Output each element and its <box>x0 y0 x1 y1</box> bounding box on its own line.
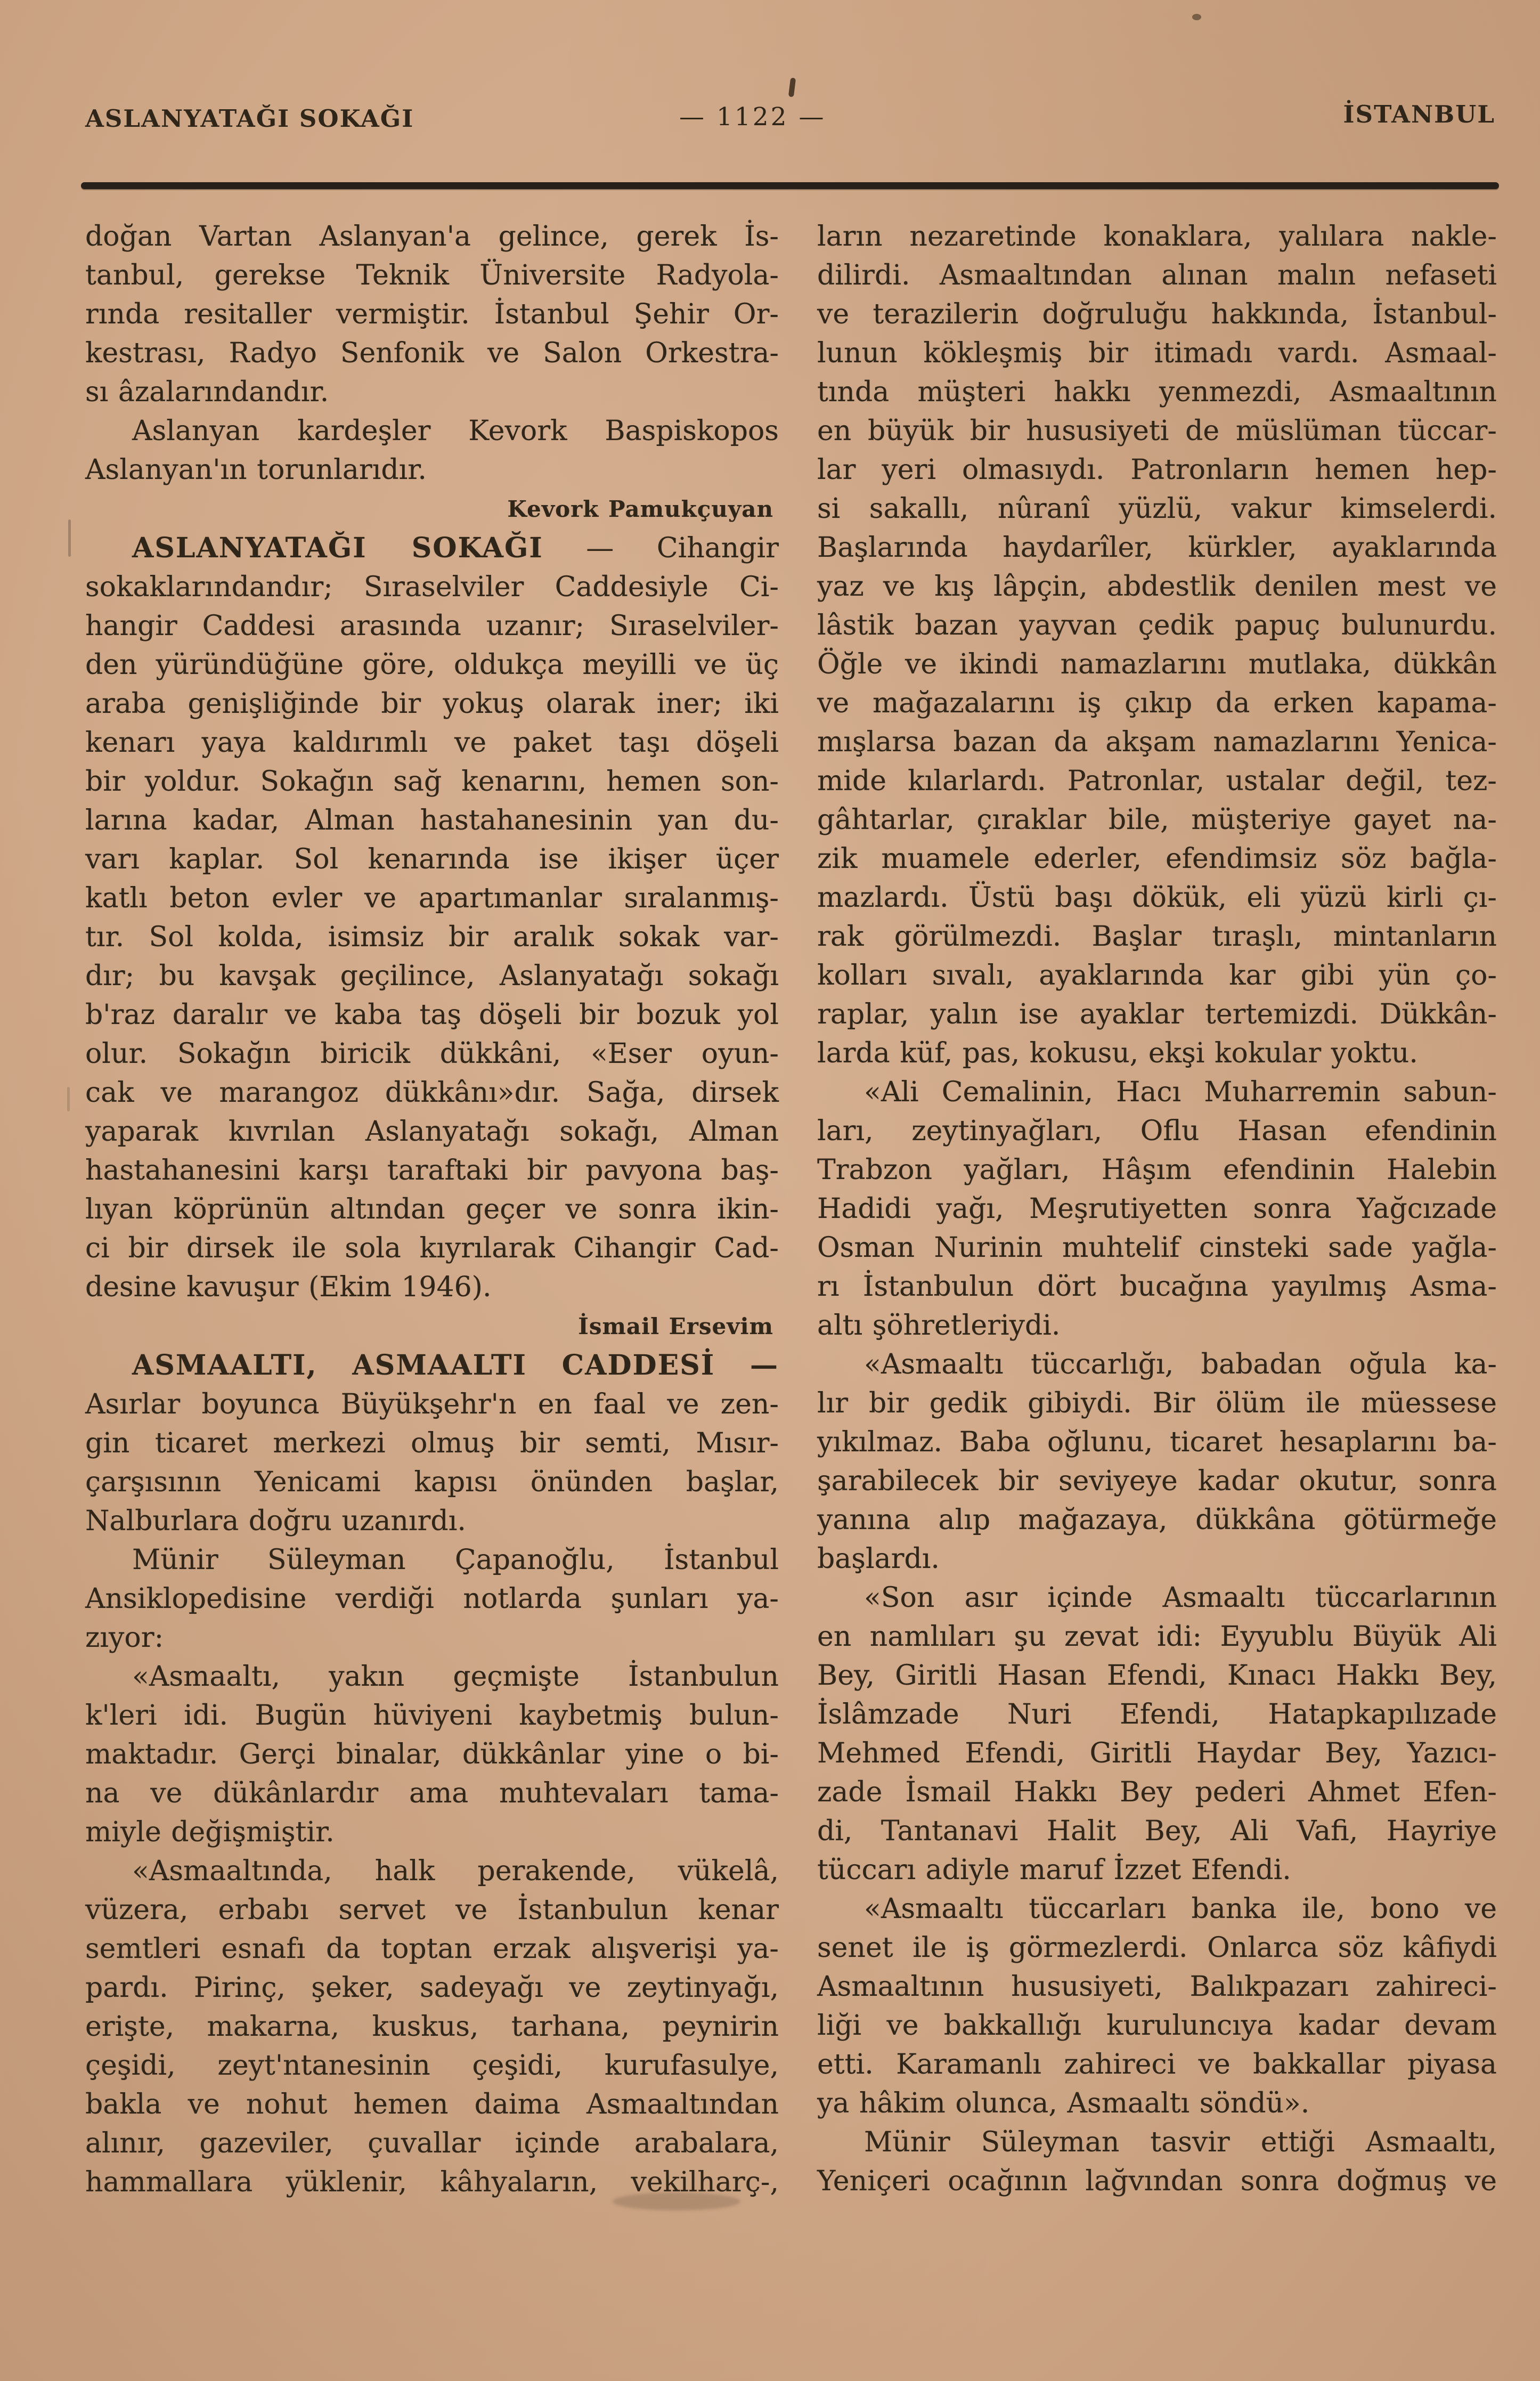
text-line: pardı. Pirinç, şeker, sadeyağı ve zeytinyağı, <box>85 1972 779 2004</box>
text-line: şarabilecek bir seviyeye kadar okutur, sonra <box>817 1465 1497 1497</box>
text-line: katlı beton evler ve apartımanlar sıralanmış- <box>85 882 779 914</box>
text-line: altı şöhretleriydi. <box>817 1310 1061 1342</box>
text-line: si sakallı, nûranî yüzlü, vakur kimselerdi. <box>817 493 1497 525</box>
ink-speck <box>1192 14 1201 20</box>
text-line: en namlıları şu zevat idi: Eyyublu Büyük Ali <box>817 1621 1497 1653</box>
text-line: lır bir gedik gibiydi. Bir ölüm ile müessese <box>817 1387 1497 1419</box>
text-line: Münir Süleyman Çapanoğlu, İstanbul <box>132 1544 779 1576</box>
text-line: «Ali Cemalinin, Hacı Muharremin sabun- <box>864 1076 1497 1108</box>
ink-speck <box>788 78 796 97</box>
entry-heading-line <box>85 1346 779 1385</box>
text-line: gâhtarlar, çıraklar bile, müşteriye gayet na- <box>817 804 1497 836</box>
signature-line: İsmail Ersevim <box>578 1313 773 1339</box>
text-line: ci bir dirsek ile sola kıyrılarak Cihangir Cad- <box>85 1232 779 1264</box>
entry-heading-line: ASLANYATAĞI SOKAĞI — Cihangir <box>132 532 779 564</box>
text-line: lunun kökleşmiş bir itimadı vardı. Asmaal- <box>817 337 1497 369</box>
text-line: «Asmaaltı tüccarları banka ile, bono ve <box>864 1893 1497 1925</box>
signature-line: Kevork Pamukçuyan <box>507 496 773 522</box>
text-line: b'raz daralır ve kaba taş döşeli bir bozuk yol <box>85 999 779 1031</box>
running-head-entry: ASLANYATAĞI SOKAĞI <box>85 104 414 133</box>
text-line: Osman Nurinin muhtelif cinsteki sade yağla- <box>817 1232 1497 1264</box>
text-line: ve mağazalarını iş çıkıp da erken kapama- <box>817 687 1497 719</box>
text-line: rak görülmezdi. Başlar tıraşlı, mintanların <box>817 921 1497 953</box>
margin-mark <box>67 1087 70 1111</box>
text-line: raplar, yalın ise ayaklar tertemizdi. Dükkân- <box>817 998 1497 1030</box>
entry-title: ASMAALTI, ASMAALTI CADDESİ — <box>132 1349 779 1382</box>
text-line: desine kavuşur (Ekim 1946). <box>85 1271 492 1303</box>
text-line: lar yeri olmasıydı. Patronların hemen hep- <box>817 454 1497 486</box>
text-line: ve terazilerin doğruluğu hakkında, İstanbul- <box>817 298 1497 330</box>
text-line: sı âzalarındandır. <box>85 376 329 408</box>
text-line: tüccarı adiyle maruf İzzet Efendi. <box>817 1854 1291 1886</box>
text-line: mazlardı. Üstü başı dökük, eli yüzü kirli çı- <box>817 882 1497 914</box>
text-column-right <box>817 217 1497 2201</box>
text-line: Yeniçeri ocağının lağvından sonra doğmuş ve <box>817 2165 1497 2197</box>
text-line: yıkılmaz. Baba oğlunu, ticaret hesaplarını ba- <box>817 1426 1497 1458</box>
text-column-left <box>85 217 779 2202</box>
text-line: lâstik bazan yayvan çedik papuç bulunurdu. <box>817 610 1497 641</box>
text-line: ların nezaretinde konaklara, yalılara nakle- <box>817 221 1497 253</box>
text-line: hangir Caddesi arasında uzanır; Sıraselviler- <box>85 610 779 642</box>
text-line: araba genişliğinde bir yokuş olarak iner; iki <box>85 688 779 720</box>
text-line: senet ile iş görmezlerdi. Onlarca söz kâfiydi <box>817 1932 1497 1964</box>
text-line: kolları sıvalı, ayaklarında kar gibi yün ço- <box>817 960 1497 992</box>
text-line: di, Tantanavi Halit Bey, Ali Vafi, Hayriye <box>817 1815 1497 1847</box>
text-line: doğan Vartan Aslanyan'a gelince, gerek İs- <box>85 221 779 253</box>
text-line: Trabzon yağları, Hâşım efendinin Halebin <box>817 1154 1497 1186</box>
text-line: Hadidi yağı, Meşrutiyetten sonra Yağcızade <box>817 1193 1497 1225</box>
text-line: mışlarsa bazan da akşam namazlarını Yenica- <box>817 726 1497 758</box>
text-line: yaparak kıvrılan Aslanyatağı sokağı, Alman <box>85 1116 779 1148</box>
text-line: en büyük bir hususiyeti de müslüman tüccar- <box>817 415 1497 447</box>
text-line: Bey, Giritli Hasan Efendi, Kınacı Hakkı Bey, <box>817 1660 1497 1692</box>
text-line: hastahanesini karşı taraftaki bir pavyona baş- <box>85 1155 779 1187</box>
text-line: bakla ve nohut hemen daima Asmaaltından <box>85 2089 779 2120</box>
text-line: varı kaplar. Sol kenarında ise ikişer üçer <box>85 843 779 875</box>
text-line: bir yoldur. Sokağın sağ kenarını, hemen son- <box>85 766 779 798</box>
text-line: Aslanyan'ın torunlarıdır. <box>85 454 427 486</box>
text-line: Ansiklopedisine verdiği notlarda şunları ya- <box>85 1583 779 1615</box>
text-line: erişte, makarna, kuskus, tarhana, peynirin <box>85 2011 779 2043</box>
text-line: tında müşteri hakkı yenmezdi, Asmaaltının <box>817 376 1497 408</box>
text-line: alınır, gazeviler, çuvallar içinde arabalara, <box>85 2127 779 2159</box>
text-line: larda küf, pas, kokusu, ekşi kokular yoktu. <box>817 1037 1418 1069</box>
text-line: dilirdi. Asmaaltından alınan malın nefaseti <box>817 259 1497 291</box>
text-line: etti. Karamanlı zahireci ve bakkallar piyasa <box>817 2049 1497 2081</box>
text-line: dır; bu kavşak geçilince, Aslanyatağı sokağı <box>85 960 779 992</box>
text-line: çeşidi, zeyt'ntanesinin çeşidi, kurufasulye, <box>85 2050 779 2082</box>
text-line: gin ticaret merkezi olmuş bir semti, Mısır- <box>85 1427 779 1459</box>
text-line: rında resitaller vermiştir. İstanbul Şehir Or- <box>85 298 779 330</box>
text-line: semtleri esnafı da toptan erzak alışverişi ya- <box>85 1933 779 1965</box>
text-line: rı İstanbulun dört bucağına yayılmış Asma- <box>817 1271 1497 1303</box>
text-line: ya hâkim olunca, Asmaaltı söndü». <box>817 2087 1310 2119</box>
text-line: sokaklarındandır; Sıraselviler Caddesiyle Ci- <box>85 571 779 603</box>
text-line: cak ve marangoz dükkânı»dır. Sağa, dirsek <box>85 1077 779 1109</box>
text-line: Asırlar boyunca Büyükşehr'n en faal ve zen- <box>85 1388 779 1420</box>
text-line: miyle değişmiştir. <box>85 1816 335 1848</box>
entry-title: ASLANYATAĞI SOKAĞI <box>132 532 543 564</box>
text-line: maktadır. Gerçi binalar, dükkânlar yine o bi- <box>85 1738 779 1770</box>
text-line: tır. Sol kolda, isimsiz bir aralık sokak var- <box>85 921 779 953</box>
text-line: hammallara yüklenir, kâhyaların, vekilharç-, <box>85 2166 779 2198</box>
text-line: kenarı yaya kaldırımlı ve paket taşı döşeli <box>85 727 779 759</box>
text-line: mide kılarlardı. Patronlar, ustalar değil, tez- <box>817 765 1497 797</box>
text-line: tanbul, gerekse Teknik Üniversite Radyola- <box>85 259 779 291</box>
text-line: Aslanyan kardeşler Kevork Baspiskopos <box>132 415 779 447</box>
text-line: İslâmzade Nuri Efendi, Hatapkapılızade <box>817 1699 1497 1730</box>
text-line: zade İsmail Hakkı Bey pederi Ahmet Efen- <box>817 1776 1497 1808</box>
page-number: — 1122 — <box>679 102 826 132</box>
text-line: «Son asır içinde Asmaaltı tüccarlarının <box>864 1582 1497 1614</box>
text-line: yaz ve kış lâpçin, abdestlik denilen mest ve <box>817 571 1497 603</box>
text-line: Başlarında haydarîler, kürkler, ayaklarında <box>817 532 1497 564</box>
text-line: Mehmed Efendi, Giritli Haydar Bey, Yazıcı- <box>817 1737 1497 1769</box>
text-line: zıyor: <box>85 1622 164 1654</box>
margin-mark <box>68 519 71 557</box>
text-line: Münir Süleyman tasvir ettiği Asmaaltı, <box>864 2126 1497 2158</box>
ink-smudge <box>613 2192 740 2211</box>
text-line: çarşısının Yenicami kapısı önünden başlar, <box>85 1466 779 1498</box>
text-line: Asmaaltının hususiyeti, Balıkpazarı zahireci- <box>817 1971 1497 2003</box>
text-line: zik muamele ederler, efendimsiz söz bağla- <box>817 843 1497 875</box>
text-line: «Asmaaltı tüccarlığı, babadan oğula ka- <box>864 1348 1497 1380</box>
text-line: lıyan köprünün altından geçer ve sonra ikin- <box>85 1193 779 1225</box>
text-line: yanına alıp mağazaya, dükkâna götürmeğe <box>817 1504 1497 1536</box>
text-line: başlardı. <box>817 1543 940 1575</box>
text-line: ları, zeytinyağları, Oflu Hasan efendinin <box>817 1115 1497 1147</box>
text-line: «Asmaaltı, yakın geçmişte İstanbulun <box>132 1661 779 1693</box>
text-line: kestrası, Radyo Senfonik ve Salon Orkestra- <box>85 337 779 369</box>
text-line: Nalburlara doğru uzanırdı. <box>85 1505 466 1537</box>
text-line: na ve dükânlardır ama muhtevaları tama- <box>85 1777 779 1809</box>
text-line: den yüründüğüne göre, oldukça meyilli ve üç <box>85 649 779 681</box>
header-rule <box>81 182 1499 189</box>
text-line: vüzera, erbabı servet ve İstanbulun kenar <box>85 1894 779 1926</box>
text-line: larına kadar, Alman hastahanesinin yan du- <box>85 804 779 836</box>
running-head-title: İSTANBUL <box>1343 100 1495 128</box>
text-line: k'leri idi. Bugün hüviyeni kaybetmiş bulun- <box>85 1700 779 1732</box>
text-line: liği ve bakkallığı kuruluncıya kadar devam <box>817 2010 1497 2042</box>
text-line: «Asmaaltında, halk perakende, vükelâ, <box>132 1855 779 1887</box>
text-line: Öğle ve ikindi namazlarını mutlaka, dükkân <box>817 648 1497 680</box>
text-line: olur. Sokağın biricik dükkâni, «Eser oyun- <box>85 1038 779 1070</box>
